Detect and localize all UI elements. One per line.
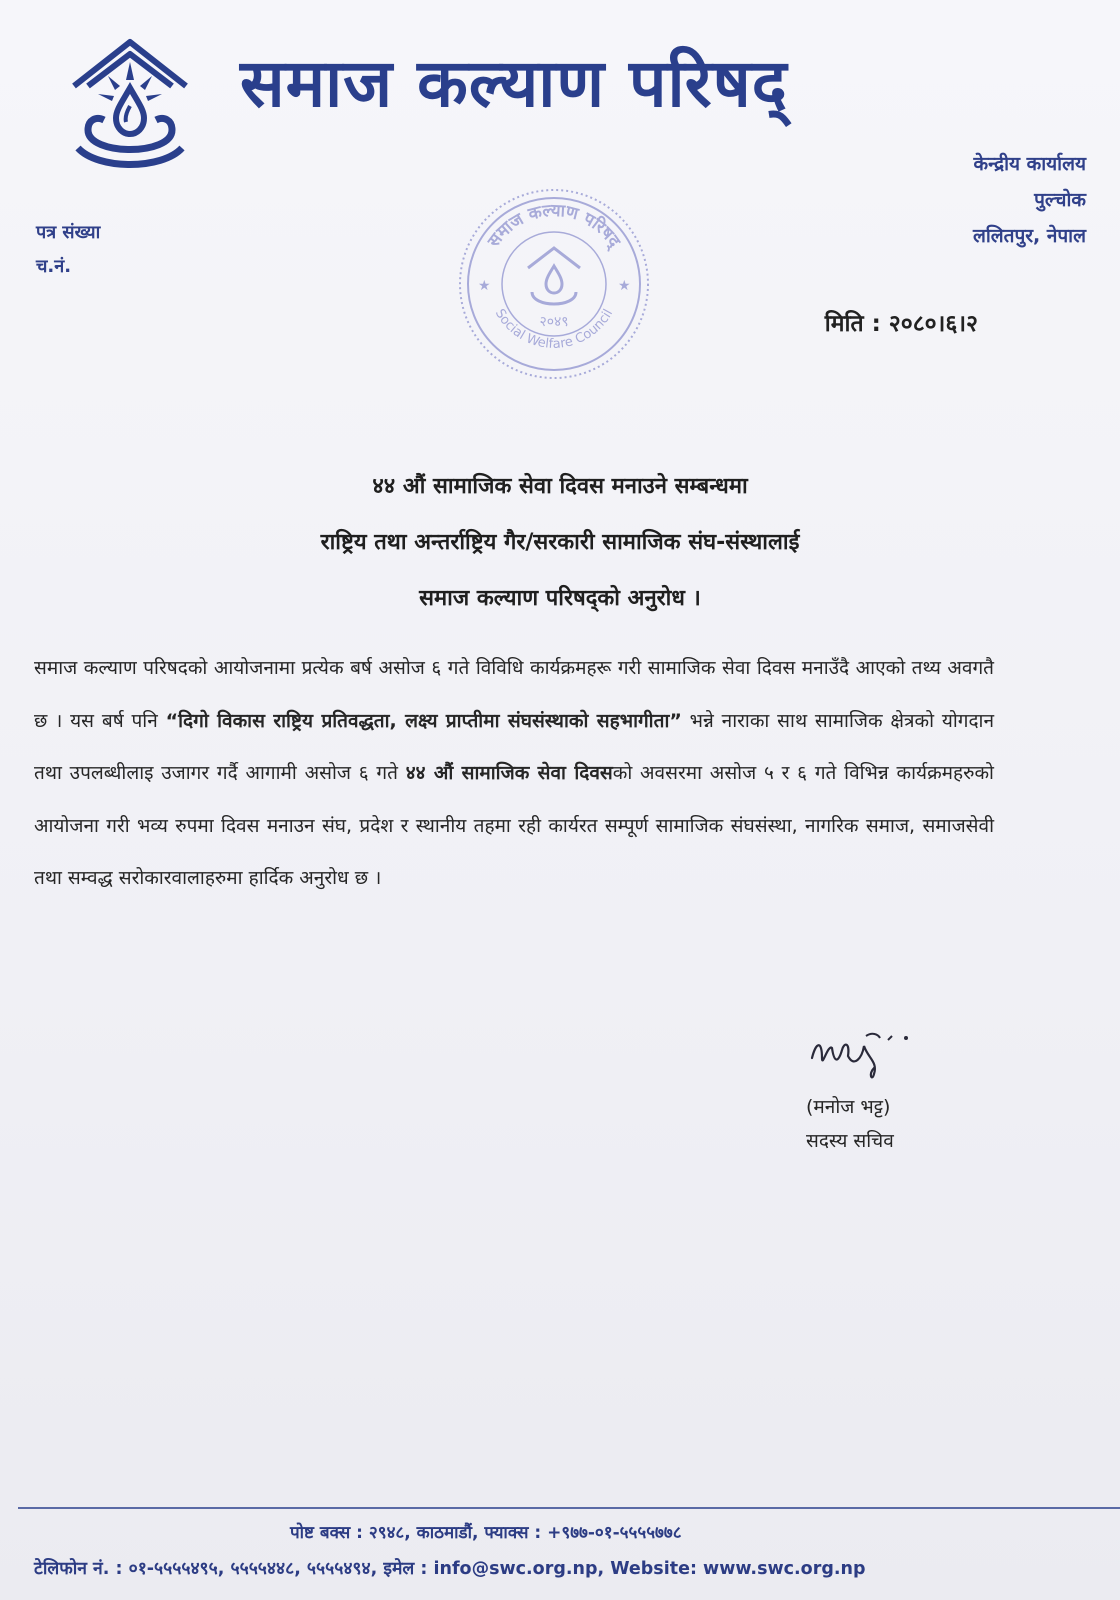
subject-line-1: ४४ औं सामाजिक सेवा दिवस मनाउने सम्बन्धमा bbox=[372, 474, 748, 499]
body-text-segment: को अवसरमा असोज ५ र ६ गते विभिन्न कार्यक्रमहरुको आयोजना गरी भव्य रुपमा दिवस मनाउन संघ, प्रदेश र स्थानीय तहमा रही कार्यरत सम्पूर्ण सामाजिक संघसंस्था, नागरिक समाज, समाजसेवी तथा सम्वद्ध सरोकारवालाहरुमा हार्दिक अनुरोध छ । bbox=[34, 762, 994, 890]
signatory-title: सदस्य सचिव bbox=[806, 1130, 894, 1152]
reference-block bbox=[36, 216, 100, 284]
signatory-name: (मनोज भट्ट) bbox=[806, 1096, 891, 1118]
organization-name: समाज कल्याण परिषद् bbox=[240, 45, 788, 122]
seal-devanagari-text: समाज कल्याण परिषद् bbox=[483, 200, 625, 251]
swc-logo-icon bbox=[68, 36, 192, 172]
body-text-segment: समाज कल्याण परिषदको आयोजनामा प्रत्येक बर्ष असोज ६ गते विविधि कार्यक्रमहरू गरी सामाजिक सेवा दिवस मनाउँदै आएको तथ्य अवगतै छ । यस बर्ष पनि bbox=[34, 657, 994, 732]
event-name: ४४ औं सामाजिक सेवा दिवस bbox=[405, 762, 613, 785]
svg-text:★: ★ bbox=[478, 278, 491, 294]
footer-divider bbox=[18, 1507, 1120, 1509]
campaign-slogan: “दिगो विकास राष्ट्रिय प्रतिवद्धता, लक्ष्य प्राप्तीमा संघसंस्थाको सहभागीता” bbox=[165, 709, 682, 732]
official-seal-stamp bbox=[456, 186, 652, 382]
svg-text:★: ★ bbox=[618, 278, 631, 294]
svg-text:समाज कल्याण परिषद् bbox=[483, 201, 625, 253]
subject-line-2: राष्ट्रिय तथा अन्तर्राष्ट्रिय गैर/सरकारी सामाजिक संघ-संस्थालाई bbox=[320, 530, 800, 555]
subject-line-3: समाज कल्याण परिषद्को अनुरोध । bbox=[419, 586, 701, 611]
footer-contact: टेलिफोन नं. : ०१-५५५५४९५, ५५५५४४८, ५५५५४९४, इमेल : info@swc.org.np, Website: www.swc.org.np bbox=[34, 1559, 866, 1579]
handwritten-signature bbox=[808, 1028, 938, 1086]
seal-english-text: Social Welfare Council bbox=[491, 306, 617, 352]
date-value: २०८०।६।२ bbox=[888, 311, 978, 337]
seal-year: २०४९ bbox=[539, 314, 569, 330]
signatory-block bbox=[806, 1090, 894, 1158]
ref-number-label: पत्र संख्या bbox=[36, 222, 101, 243]
office-line: केन्द्रीय कार्यालय bbox=[973, 153, 1086, 175]
office-address bbox=[973, 146, 1086, 254]
letter-date bbox=[825, 306, 978, 338]
dispatch-number-label: च.नं. bbox=[36, 256, 72, 277]
letter-body bbox=[34, 642, 994, 905]
office-line: ललितपुर, नेपाल bbox=[972, 225, 1086, 247]
footer-postal-fax: पोष्ट बक्स : २९४८, काठमाडौं, फ्याक्स : +९७७-०१-५५५५७७८ bbox=[290, 1523, 682, 1543]
office-line: पुल्चोक bbox=[1034, 189, 1086, 211]
body-text-segment: भन्ने नाराका साथ सामाजिक क्षेत्रको योगदान तथा उपलब्धीलाइ उजागर गर्दै आगामी असोज ६ गते bbox=[34, 709, 995, 785]
date-label: मिति : bbox=[824, 311, 881, 337]
